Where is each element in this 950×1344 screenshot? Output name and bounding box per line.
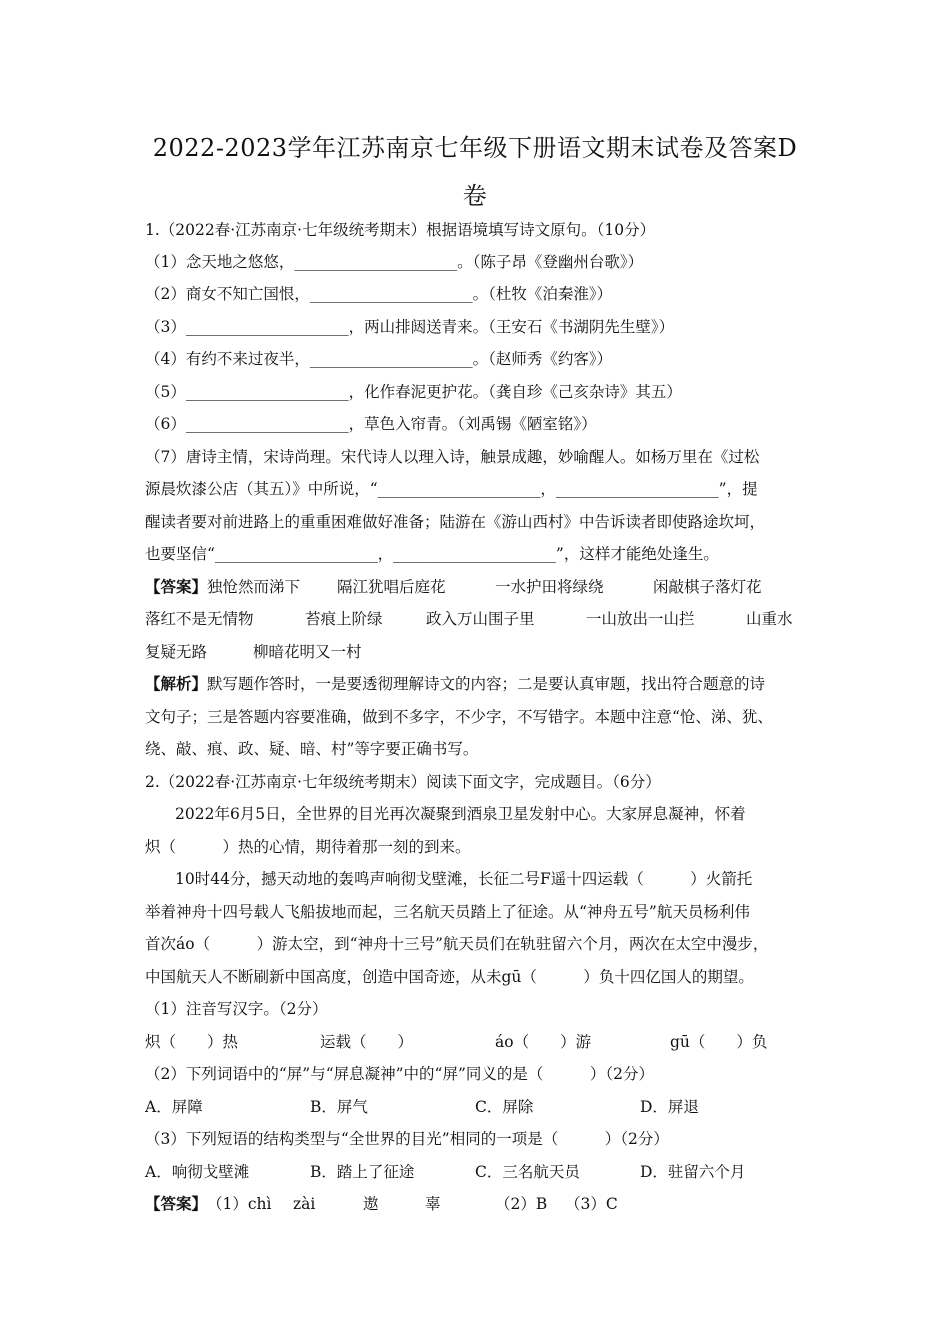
q2-passage-line: 中国航天人不断刷新中国高度，创造中国奇迹，从未gū（ ）负十四亿国人的期望。 <box>145 968 754 986</box>
q1-item: （4）有约不来过夜半，_____________________。（赵师秀《约客》） <box>145 350 613 368</box>
q1-item: （6）_____________________，草色入帘青。（刘禹锡《陋室铭》） <box>145 415 597 433</box>
option-d: D．驻留六个月 <box>640 1163 746 1181</box>
q2-sub1: （1）注音写汉字。（2分） <box>145 1000 328 1018</box>
answer-item: 闲敲棋子落灯花 <box>653 578 762 596</box>
pinyin-item: áo（ ）游 <box>495 1033 592 1051</box>
option-d: D．屏退 <box>640 1098 699 1116</box>
q2-passage-line: 举着神舟十四号载人飞船拔地而起，三名航天员踏上了征途。从“神舟五号”航天员杨利伟 <box>145 903 750 921</box>
answer-item: （2）B <box>495 1195 548 1213</box>
answer-item: 隔江犹唱后庭花 <box>337 578 446 596</box>
answer-item: 一水护田将绿绕 <box>495 578 604 596</box>
answer-item: 一山放出一山拦 <box>586 610 695 628</box>
q1-item: （1）念天地之悠悠，_____________________。（陈子昂《登幽州台歌》） <box>145 253 644 271</box>
option-a: A．响彻戈壁滩 <box>145 1163 250 1181</box>
q2-passage-line: 首次áo（ ）游太空，到“神舟十三号”航天员们在轨驻留六个月，两次在太空中漫步， <box>145 935 769 953</box>
q1-item: （5）_____________________，化作春泥更护花。（龚自珍《己亥杂诗》其五） <box>145 383 682 401</box>
answer-item: 遨 <box>363 1195 379 1213</box>
pinyin-item: 炽（ ）热 <box>145 1033 239 1051</box>
answer-item: 独怆然而涕下 <box>207 578 301 596</box>
answer-item: （3）C <box>565 1195 618 1213</box>
q2-stem: 2.（2022春·江苏南京·七年级统考期末）阅读下面文字，完成题目。（6分） <box>145 773 661 791</box>
answer-item: 山重水 <box>746 610 793 628</box>
answer-item: 落红不是无情物 <box>145 610 254 628</box>
answer-item: 复疑无路 <box>145 643 208 661</box>
q1-analysis-line: 绕、敲、痕、政、疑、暗、村”等字要正确书写。 <box>145 740 479 758</box>
answer-item: 政入万山围子里 <box>426 610 535 628</box>
q1-answer-row <box>145 607 793 629</box>
answer-label: 【答案】 <box>145 1194 208 1213</box>
document-title-line1: 2022-2023学年江苏南京七年级下册语文期末试卷及答案D <box>152 134 798 162</box>
q1-item: （3）_____________________，两山排闼送青来。（王安石《书湖阴先生壁》） <box>145 318 675 336</box>
pinyin-item: 运载（ ） <box>320 1033 414 1051</box>
q1-item7-line: 醒读者要对前进路上的重重困难做好准备；陆游在《游山西村》中告诉读者即使路途坎坷， <box>145 513 766 531</box>
q1-answer-row <box>145 575 762 597</box>
document-title-line2: 卷 <box>462 182 488 210</box>
answer-item: 柳暗花明又一村 <box>253 643 362 661</box>
q2-sub3: （3）下列短语的结构类型与“全世界的目光”相同的一项是（ ）（2分） <box>145 1130 669 1148</box>
q2-sub2: （2）下列词语中的“屏”与“屏息凝神”中的“屏”同义的是（ ）（2分） <box>145 1065 655 1083</box>
q2-answer-row <box>145 1192 618 1214</box>
q1-item7-line: 也要坚信“_____________________，_____________________”，这样才能绝处逢生。 <box>145 545 719 563</box>
q1-analysis-line: 文句子；三是答题内容要准确，做到不多字，不少字，不写错字。本题中注意“怆、涕、犹、 <box>145 708 773 726</box>
q1-stem: 1.（2022春·江苏南京·七年级统考期末）根据语境填写诗文原句。（10分） <box>145 221 656 239</box>
q1-answer-row <box>145 640 362 662</box>
answer-item: 辜 <box>425 1195 441 1213</box>
q2-sub2-options <box>145 1095 699 1117</box>
q2-passage-line: 10时44分，撼天动地的轰鸣声响彻戈壁滩，长征二号F遥十四运载（ ）火箭托 <box>175 870 753 888</box>
answer-label: 【答案】 <box>145 577 208 596</box>
analysis-label: 【解析】 <box>145 674 208 693</box>
answer-item: zài <box>293 1195 316 1213</box>
q2-sub1-items <box>145 1030 767 1052</box>
q1-item: （2）商女不知亡国恨，_____________________。（杜牧《泊秦淮》） <box>145 285 613 303</box>
q1-analysis-line <box>145 672 765 694</box>
q2-passage-line: 炽（ ）热的心情，期待着那一刻的到来。 <box>145 838 471 856</box>
option-c: C．三名航天员 <box>475 1163 580 1181</box>
option-b: B．屏气 <box>310 1098 368 1116</box>
option-c: C．屏除 <box>475 1098 534 1116</box>
analysis-text: 默写题作答时，一是要透彻理解诗文的内容；二是要认真审题，找出符合题意的诗 <box>207 675 766 693</box>
q2-passage-line: 2022年6月5日，全世界的目光再次凝聚到酒泉卫星发射中心。大家屏息凝神，怀着 <box>175 805 746 823</box>
pinyin-item: gū（ ）负 <box>670 1033 768 1051</box>
answer-item: （1）chì <box>207 1195 272 1213</box>
option-a: A．屏障 <box>145 1098 203 1116</box>
q2-sub3-options <box>145 1160 745 1182</box>
q1-item7-line: 源晨炊漆公店（其五）》中所说，“_____________________，_____________________”，提 <box>145 480 758 498</box>
option-b: B．踏上了征途 <box>310 1163 415 1181</box>
q1-item7-line: （7）唐诗主情，宋诗尚理。宋代诗人以理入诗，触景成趣，妙喻醒人。如杨万里在《过松 <box>145 448 760 466</box>
answer-item: 苔痕上阶绿 <box>305 610 383 628</box>
